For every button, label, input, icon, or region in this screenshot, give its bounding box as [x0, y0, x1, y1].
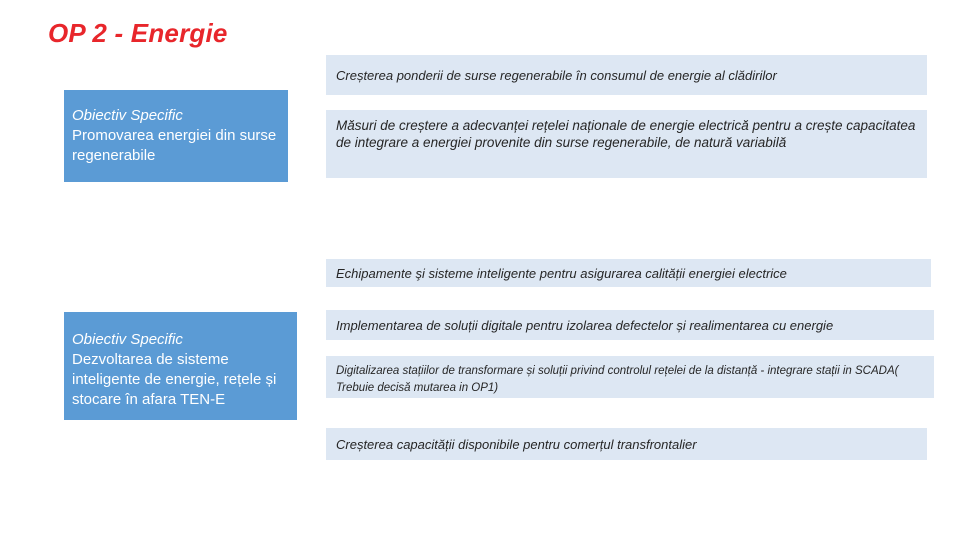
- objective-label: Obiectiv Specific: [72, 331, 183, 348]
- measure-box: Creșterea ponderii de surse regenerabile în consumul de energie al clădirilor: [326, 55, 927, 95]
- page-title: OP 2 - Energie: [48, 18, 228, 48]
- objective-text: Promovarea energiei din surse regenerabile: [72, 127, 277, 164]
- objective-text: Dezvoltarea de sisteme inteligente de energie, rețele și stocare în afara TEN-E: [72, 351, 277, 408]
- measure-box: Echipamente şi sisteme inteligente pentru asigurarea calității energiei electrice: [326, 259, 931, 287]
- objective-box-renewable: [64, 90, 288, 182]
- objective-label: Obiectiv Specific: [72, 107, 183, 124]
- measure-box: Creșterea capacității disponibile pentru comerțul transfrontalier: [326, 428, 927, 460]
- objective-box-smart-systems: [64, 312, 297, 420]
- measure-box: Digitalizarea stațiilor de transformare și soluții privind controlul rețelei de la distanță - integrare stații in SCADA( Trebuie decisă mutarea in OP1): [326, 356, 934, 398]
- measure-box: Implementarea de soluții digitale pentru izolarea defectelor și realimentarea cu energie: [326, 310, 934, 340]
- measure-box: Măsuri de creștere a adecvanței rețelei naționale de energie electrică pentru a crește capacitatea de integrare a energiei provenite din surse regenerabile, de natură variabilă: [326, 110, 927, 178]
